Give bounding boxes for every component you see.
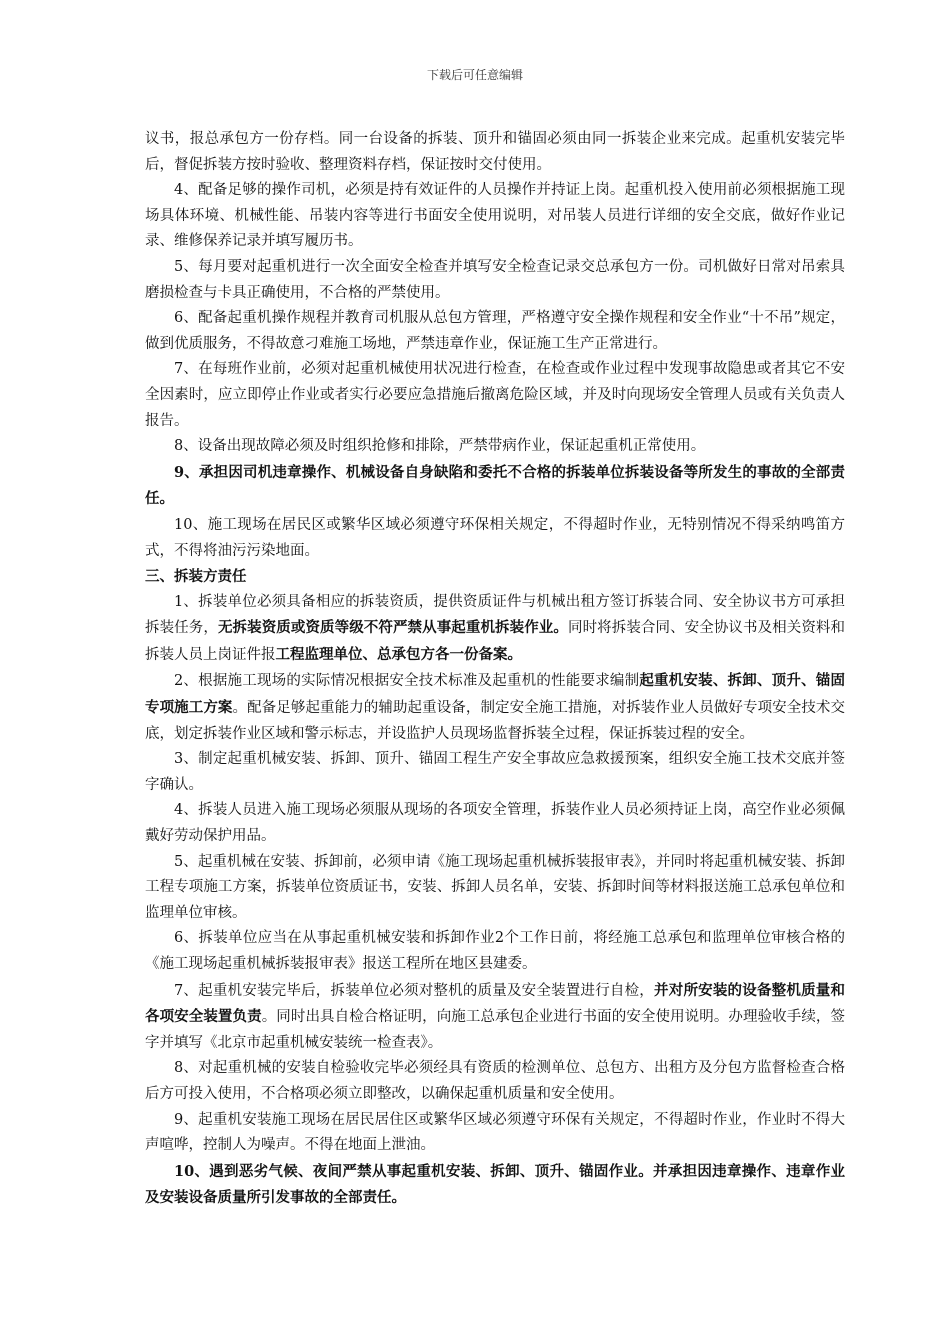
paragraph (145, 747, 845, 798)
paragraph (145, 127, 845, 178)
text-run: 8、设备出现故障必须及时组织抢修和排除，严禁带病作业，保证起重机正常使用。 (174, 438, 706, 455)
text-run: 3、制定起重机械安装、拆卸、顶升、锚固工程生产安全事故应急救援预案，组织安全施工技术交底并签字确认。 (145, 751, 845, 793)
bold-text-run: 9、承担因司机违章操作、机械设备自身缺陷和委托不合格的拆装单位拆装设备等所发生的事故的全部责任。 (145, 463, 845, 508)
text-run: 议书，报总承包方一份存档。同一台设备的拆装、顶升和锚固必须由同一拆装企业来完成。起重机安装完毕后，督促拆装方按时验收、整理资料存档，保证按时交付使用。 (145, 131, 845, 173)
text-run: 同时将拆装合同、安全协议书及相关资料和拆装人员上岗证件报 (145, 620, 846, 663)
bold-text-run: 10、遇到恶劣气候、夜间严禁从事起重机安装、拆卸、顶升、锚固作业。并承担因违章操作、违章作业及安装设备质量所引发事故的全部责任。 (145, 1162, 845, 1207)
bold-text-run: 无拆装资质或资质等级不符严禁从事起重机拆装作业。 (217, 619, 568, 637)
document-body (145, 127, 845, 1212)
paragraph (145, 306, 845, 357)
bold-text-run: 并对所安装的设备整机质量和各项安全装置负责 (145, 981, 846, 1026)
text-run: 5、起重机械在安装、拆卸前，必须申请《施工现场起重机械拆装报审表》，并同时将起重机械安装、拆卸工程专项施工方案，拆装单位资质证书，安装、拆卸人员名单，安装、拆卸时间等材料报送施工总承包单位和监理单位审核。 (145, 853, 845, 921)
paragraph (145, 978, 845, 1057)
paragraph (145, 798, 845, 849)
paragraph (145, 850, 845, 927)
text-run: 4、配备足够的操作司机，必须是持有效证件的人员操作并持证上岗。起重机投入使用前必须根据施工现场具体环境、机械性能、吊装内容等进行书面安全使用说明，对吊装人员进行详细的安全交底，做好作业记录、维修保养记录并填写履历书。 (145, 182, 845, 250)
paragraph (145, 1159, 845, 1212)
paragraph (145, 668, 845, 747)
text-run: 6、配备起重机操作规程并教育司机服从总包方管理，严格遵守安全操作规程和安全作业“十不吊”规定，做到优质服务，不得故意刁难施工场地，严禁违章作业，保证施工生产正常进行。 (145, 310, 845, 352)
text-run: 7、起重机安装完毕后，拆装单位必须对整机的质量及安全装置进行自检， (174, 982, 655, 999)
bold-text-run: 三、拆装方责任 (145, 568, 247, 586)
text-run: 6、拆装单位应当在从事起重机械安装和拆卸作业2个工作日前，将经施工总承包和监理单位审核合格的《施工现场起重机械拆装报审表》报送工程所在地区县建委。 (145, 930, 845, 972)
page-header: 下载后可任意编辑 (426, 68, 523, 82)
paragraph (145, 255, 845, 306)
bold-text-run: 工程监理单位、总承包方各一份备案。 (275, 645, 522, 663)
bold-text-run: 起重机安装、拆卸、顶升、锚固专项施工方案 (145, 672, 845, 717)
text-run: 1、拆装单位必须具备相应的拆装资质，提供资质证件与机械出租方签订拆装合同、安全协议书方可承担拆装任务， (145, 593, 845, 637)
text-run: 8、对起重机械的安装自检验收完毕必须经具有资质的检测单位、总包方、出租方及分包方监督检查合格后方可投入使用，不合格项必须立即整改，以确保起重机质量和安全使用。 (145, 1060, 845, 1102)
paragraph (145, 1108, 845, 1159)
paragraph (145, 926, 845, 977)
text-run: 2、根据施工现场的实际情况根据安全技术标准及起重机的性能要求编制 (174, 673, 640, 690)
paragraph (145, 434, 845, 460)
text-run: 5、每月要对起重机进行一次全面安全检查并填写安全检查记录交总承包方一份。司机做好日常对吊索具磨损检查与卡具正确使用，不合格的严禁使用。 (145, 258, 845, 301)
text-run: 9、起重机安装施工现场在居民居住区或繁华区域必须遵守环保有关规定，不得超时作业，作业时不得大声喧哗，控制人为噪声。不得在地面上泄油。 (145, 1111, 845, 1154)
text-run: 10、施工现场在居民区或繁华区域必须遵守环保相关规定，不得超时作业，无特别情况不得采纳鸣笛方式，不得将油污污染地面。 (145, 516, 845, 559)
text-run: 7、在每班作业前，必须对起重机械使用状况进行检查，在检查或作业过程中发现事故隐患或者其它不安全因素时，应立即停止作业或者实行必要应急措施后撤离危险区域，并及时向现场安全管理人员或有关负责人报告。 (145, 361, 845, 429)
paragraph (145, 460, 845, 513)
text-run: 。同时出具自检合格证明，向施工总承包企业进行书面的安全使用说明。办理验收手续，签字并填写《北京市起重机械安装统一检查表》。 (145, 1009, 846, 1051)
section-heading (145, 564, 845, 590)
paragraph (145, 357, 845, 434)
text-run: 。配备足够起重能力的辅助起重设备，制定安全施工措施，对拆装作业人员做好专项安全技术交底，划定拆装作业区域和警示标志，并设监护人员现场监督拆装全过程，保证拆装过程的安全。 (145, 700, 846, 742)
paragraph (145, 178, 845, 255)
paragraph (145, 1056, 845, 1107)
paragraph (145, 590, 845, 669)
text-run: 4、拆装人员进入施工现场必须服从现场的各项安全管理，拆装作业人员必须持证上岗，高空作业必须佩戴好劳动保护用品。 (145, 802, 845, 845)
paragraph (145, 513, 845, 564)
